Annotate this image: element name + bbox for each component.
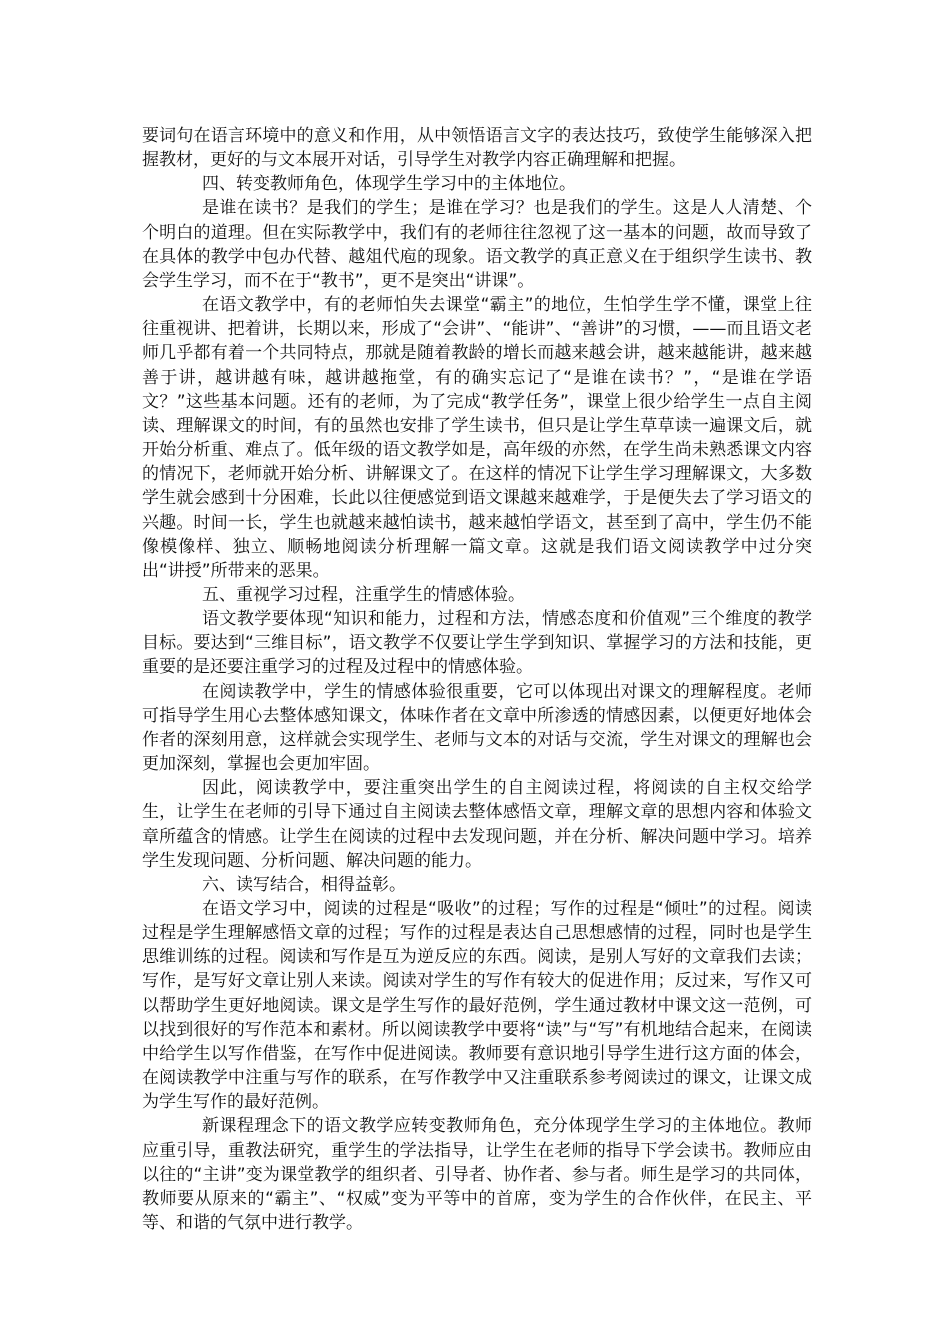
body-paragraph: 在阅读教学中，学生的情感体验很重要，它可以体现出对课文的理解程度。老师可指导学生用心去整体感知课文，体味作者在文章中所渗透的情感因素，以便更好地体会作者的深刻用意，这样就会实现学生、老师与文本的对话与交流，学生对课文的理解也会更加深刻，掌握也会更加牢固。	[142, 681, 812, 775]
body-paragraph: 语文教学要体现“知识和能力，过程和方法，情感态度和价值观”三个维度的教学目标。要达到“三维目标”，语文教学不仅要让学生学到知识、掌握学习的方法和技能，更重要的是还要注重学习的过程及过程中的情感体验。	[142, 609, 812, 678]
body-paragraph: 新课程理念下的语文教学应转变教师角色，充分体现学生学习的主体地位。教师应重引导，重教法研究，重学生的学法指导，让学生在老师的指导下学会读书。教师应由以往的“主讲”变为课堂教学的组织者、引导者、协作者、参与者。师生是学习的共同体，教师要从原来的“霸主”、“权威”变为平等中的首席，变为学生的合作伙伴，在民主、平等、和谐的气氛中进行教学。	[142, 1116, 812, 1234]
body-paragraph: 在语文学习中，阅读的过程是“吸收”的过程；写作的过程是“倾吐”的过程。阅读过程是学生理解感悟文章的过程；写作的过程是表达自己思想感情的过程，同时也是学生思维训练的过程。阅读和写作是互为逆反应的东西。阅读，是别人写好的文章我们去读；写作，是写好文章让别人来读。阅读对学生的写作有较大的促进作用；反过来，写作又可以帮助学生更好地阅读。课文是学生写作的最好范例，学生通过教材中课文这一范例，可以找到很好的写作范本和素材。所以阅读教学中要将“读”与“写”有机地结合起来，在阅读中给学生以写作借鉴，在写作中促进阅读。教师要有意识地引导学生进行这方面的体会，在阅读教学中注重与写作的联系，在写作教学中又注重联系参考阅读过的课文，让课文成为学生写作的最好范例。	[142, 899, 812, 1113]
body-paragraph: 是谁在读书？是我们的学生；是谁在学习？也是我们的学生。这是人人清楚、个个明白的道理。但在实际教学中，我们有的老师往往忽视了这一基本的问题，故而导致了在具体的教学中包办代替、越俎代庖的现象。语文教学的真正意义在于组织学生读书、教会学生学习，而不在于“教书”，更不是突出“讲课”。	[142, 198, 812, 291]
body-paragraph: 在语文教学中，有的老师怕失去课堂“霸主”的地位，生怕学生学不懂，课堂上往往重视讲、把着讲，长期以来，形成了“会讲”、“能讲”、“善讲”的习惯，——而且语文老师几乎都有着一个共同特点，那就是随着教龄的增长而越来越会讲，越来越能讲，越来越善于讲，越讲越有味，越讲越拖堂，有的确实忘记了“是谁在读书？”，“是谁在学语文？”这些基本问题。还有的老师，为了完成“教学任务”，课堂上很少给学生一点自主阅读、理解课文的时间，有的虽然也安排了学生读书，但只是让学生草草读一遍课文后，就开始分析重、难点了。低年级的语文教学如是，高年级的亦然，在学生尚未熟悉课文内容的情况下，老师就开始分析、讲解课文了。在这样的情况下让学生学习理解课文，大多数学生就会感到十分困难，长此以往便感觉到语文课越来越难学，于是便失去了学习语文的兴趣。时间一长，学生也就越来越怕读书，越来越怕学语文，甚至到了高中，学生仍不能像模像样、独立、顺畅地阅读分析理解一篇文章。这就是我们语文阅读教学中过分突出“讲授”所带来的恶果。	[142, 295, 812, 581]
body-paragraph: 因此，阅读教学中，要注重突出学生的自主阅读过程，将阅读的自主权交给学生，让学生在老师的引导下通过自主阅读去整体感悟文章，理解文章的思想内容和体验文章所蕴含的情感。让学生在阅读的过程中去发现问题，并在分析、解决问题中学习。培养学生发现问题、分析问题、解决问题的能力。	[142, 778, 812, 871]
section-heading-4: 四、转变教师角色，体现学生学习中的主体地位。	[202, 174, 576, 195]
section-heading-5: 五、重视学习过程，注重学生的情感体验。	[202, 584, 525, 605]
paragraph-continued: 要词句在语言环境中的意义和作用，从中领悟语言文字的表达技巧，致使学生能够深入把握教材，更好的与文本展开对话，引导学生对教学内容正确理解和把握。	[142, 126, 812, 171]
section-heading-6: 六、读写结合，相得益彰。	[202, 874, 406, 895]
document-body	[142, 124, 812, 1235]
